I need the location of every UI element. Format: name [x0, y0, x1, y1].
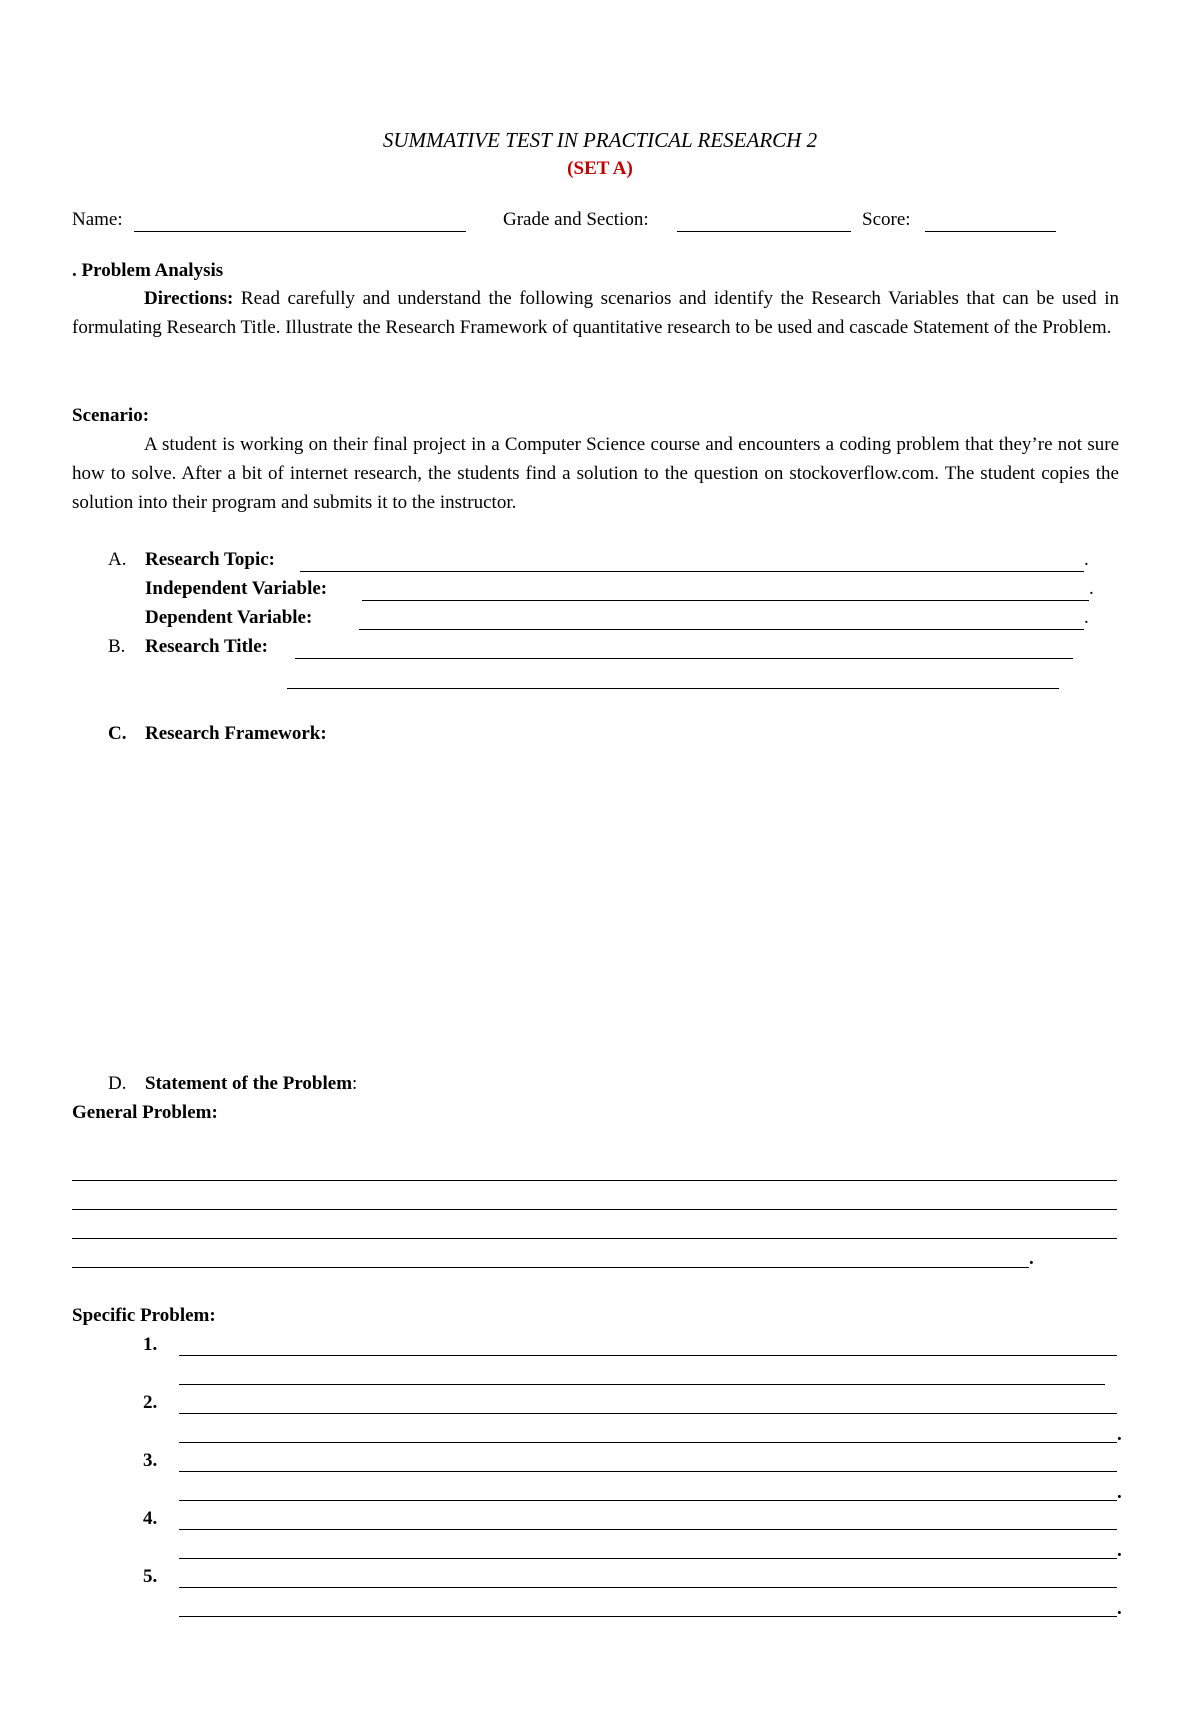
name-field[interactable] [134, 231, 466, 232]
independent-variable-field[interactable] [362, 600, 1089, 601]
research-title-field-1[interactable] [295, 658, 1073, 659]
statement-of-problem-label: Statement of the Problem [145, 1073, 353, 1094]
item-a-marker: A. [108, 549, 127, 570]
specific-problem-2-period: . [1117, 1424, 1122, 1445]
statement-colon: : [352, 1073, 358, 1094]
specific-problem-number: 2. [143, 1392, 158, 1413]
dependent-variable-label: Dependent Variable: [145, 607, 313, 628]
specific-problem-4-line-1[interactable] [179, 1529, 1117, 1530]
dependent-variable-field[interactable] [359, 629, 1084, 630]
name-label: Name: [72, 209, 123, 230]
general-problem-line-2[interactable] [72, 1209, 1117, 1210]
item-b-marker: B. [108, 636, 126, 657]
specific-problem-number: 1. [143, 1334, 158, 1355]
scenario-text: A student is working on their final project in a Computer Science course and encounters a coding problem that they’re not sure how to solve. After a bit of internet research, the students find a solution to the question on stockoverflow.com. The student copies the solution into their program and submits it to the instructor. [72, 434, 1119, 513]
specific-problem-5-period: . [1117, 1598, 1122, 1619]
section-heading: . Problem Analysis [72, 260, 224, 281]
specific-problem-number: 4. [143, 1508, 158, 1529]
directions-label: Directions: [144, 288, 234, 309]
general-problem-label: General Problem: [72, 1102, 218, 1123]
specific-problem-5-line-1[interactable] [179, 1587, 1117, 1588]
directions-paragraph [72, 284, 1119, 342]
research-framework-area[interactable] [108, 755, 1118, 1070]
specific-problem-number: 3. [143, 1450, 158, 1471]
general-problem-line-4[interactable] [72, 1267, 1029, 1268]
specific-problem-3-period: . [1117, 1482, 1122, 1503]
specific-problem-1-line-2[interactable] [179, 1384, 1105, 1385]
grade-section-field[interactable] [677, 231, 851, 232]
research-topic-period: . [1084, 549, 1089, 570]
research-framework-label: Research Framework: [145, 723, 327, 744]
score-field[interactable] [925, 231, 1056, 232]
independent-variable-label: Independent Variable: [145, 578, 328, 599]
grade-section-label: Grade and Section: [503, 209, 649, 230]
specific-problem-2-line-2[interactable] [179, 1442, 1117, 1443]
independent-variable-period: . [1089, 578, 1094, 599]
specific-problem-1-line-1[interactable] [179, 1355, 1117, 1356]
research-title-field-2[interactable] [287, 688, 1059, 689]
specific-problem-5-line-2[interactable] [179, 1616, 1117, 1617]
set-label: (SET A) [567, 158, 633, 179]
research-topic-field[interactable] [300, 571, 1084, 572]
page-title: SUMMATIVE TEST IN PRACTICAL RESEARCH 2 [382, 128, 818, 152]
scenario-label: Scenario: [72, 405, 150, 426]
specific-problem-4-period: . [1117, 1540, 1122, 1561]
dependent-variable-period: . [1084, 607, 1089, 628]
item-c-marker: C. [108, 723, 127, 744]
specific-problem-3-line-2[interactable] [179, 1500, 1117, 1501]
general-problem-line-1[interactable] [72, 1180, 1117, 1181]
specific-problem-4-line-2[interactable] [179, 1558, 1117, 1559]
research-topic-label: Research Topic: [145, 549, 276, 570]
general-problem-period: . [1029, 1248, 1034, 1269]
specific-problem-2-line-1[interactable] [179, 1413, 1117, 1414]
item-d-marker: D. [108, 1073, 127, 1094]
score-label: Score: [862, 209, 911, 230]
statement-of-problem-heading [145, 1073, 357, 1095]
specific-problem-label: Specific Problem: [72, 1305, 216, 1326]
general-problem-line-3[interactable] [72, 1238, 1117, 1239]
directions-text: Read carefully and understand the following scenarios and identify the Research Variables that can be used in formulating Research Title. Illustrate the Research Framework of quantitative research to be used and cascade Statement of the Problem. [72, 288, 1119, 338]
scenario-paragraph [72, 430, 1119, 517]
research-title-label: Research Title: [145, 636, 268, 657]
specific-problem-number: 5. [143, 1566, 158, 1587]
specific-problem-3-line-1[interactable] [179, 1471, 1117, 1472]
